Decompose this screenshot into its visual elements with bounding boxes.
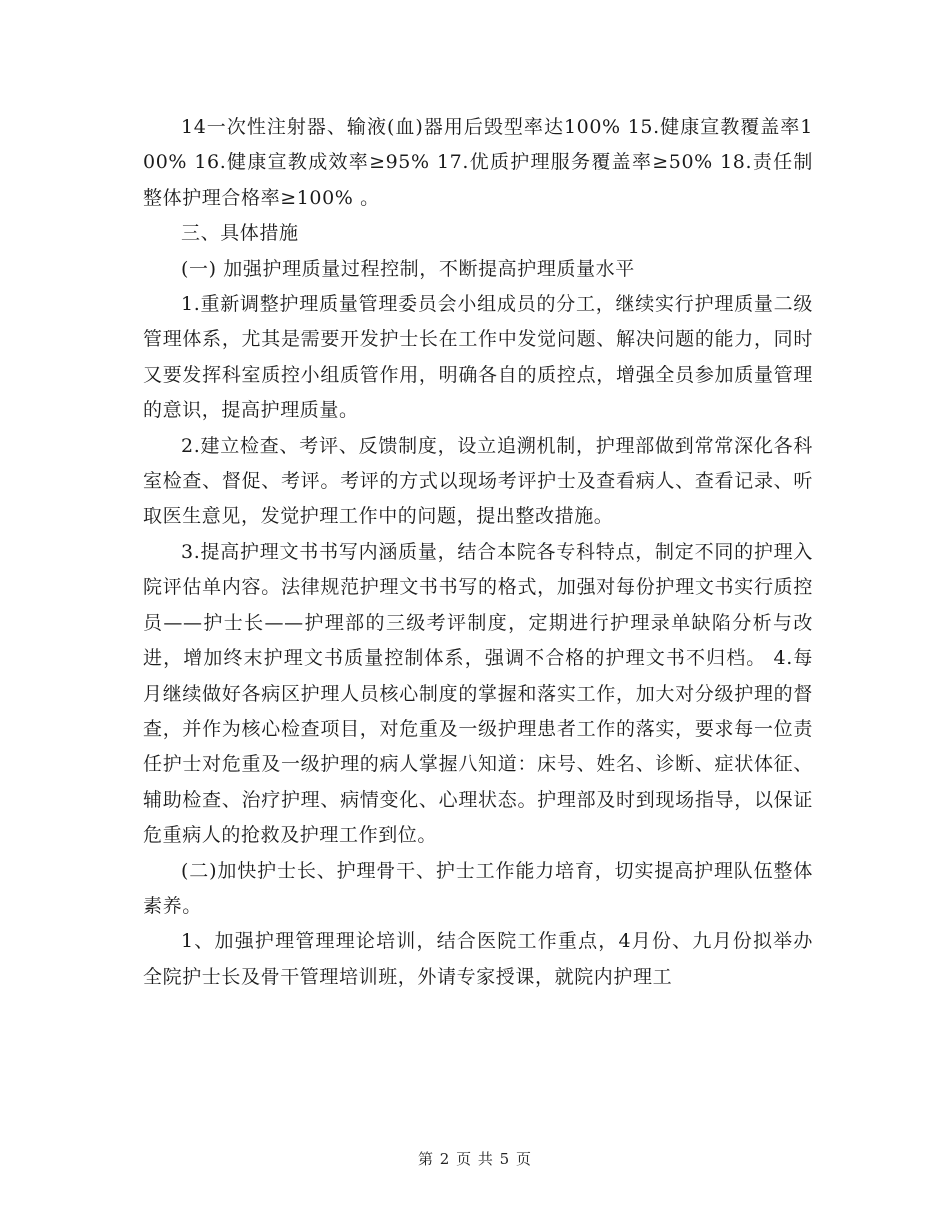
paragraph-item-training: 1、加强护理管理理论培训，结合医院工作重点，4月份、九月份拟举办全院护士长及骨干管理培训班，外请专家授课，就院内护理工 (143, 930, 813, 988)
document-body (143, 110, 813, 995)
page-footer: 第 2 页 共 5 页 (418, 1150, 532, 1168)
paragraph-item-3-4: 3.提高护理文书书写内涵质量，结合本院各专科特点，制定不同的护理入院评估单内容。法律规范护理文书书写的格式，加强对每份护理文书实行质控员——护士长——护理部的三级考评制度，定期进行护理录单缺陷分析与改进，增加终末护理文书质量控制体系，强调不合格的护理文书不归档。 4.每月继续做好各病区护理人员核心制度的掌握和落实工作，加大对分级护理的督查，并作为核心检查项目，对危重及一级护理患者工作的落实，要求每一位责任护士对危重及一级护理的病人掌握八知道：床号、姓名、诊断、症状体征、辅助检查、治疗护理、病情变化、心理状态。护理部及时到现场指导，以保证危重病人的抢救及护理工作到位。 (143, 540, 813, 847)
subsection-heading-2: (二)加快护士长、护理骨干、护士工作能力培育，切实提高护理队伍整体素养。 (143, 859, 813, 917)
paragraph-item-1: 1.重新调整护理质量管理委员会小组成员的分工，继续实行护理质量二级管理体系，尤其是需要开发护士长在工作中发觉问题、解决问题的能力，同时又要发挥科室质控小组质管作用，明确各自的质控点，增强全员参加质量管理的意识，提高护理质量。 (143, 293, 813, 422)
subsection-heading-1: (一) 加强护理质量过程控制，不断提高护理质量水平 (181, 257, 635, 280)
paragraph-targets: 14一次性注射器、输液(血)器用后毁型率达100% 15.健康宣教覆盖率100% 16.健康宣教成效率≥95% 17.优质护理服务覆盖率≥50% 18.责任制整体护理合格率≥100% 。 (143, 116, 813, 209)
paragraph-item-2: 2.建立检查、考评、反馈制度，设立追溯机制，护理部做到常常深化各科室检查、督促、考评。考评的方式以现场考评护士及查看病人、查看记录、听取医生意见，发觉护理工作中的问题，提出整改措施。 (143, 434, 813, 528)
section-heading: 三、具体措施 (181, 222, 299, 245)
